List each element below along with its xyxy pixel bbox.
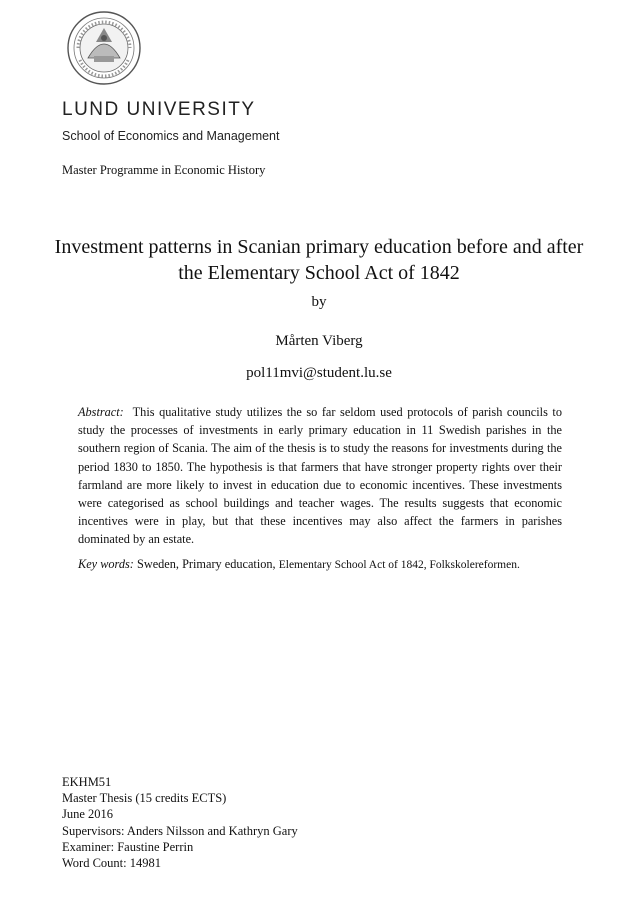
abstract-label: Abstract: bbox=[78, 405, 124, 419]
thesis-title: Investment patterns in Scanian primary education before and after the Elementary School Act of 1842 bbox=[54, 236, 584, 284]
abstract bbox=[78, 403, 562, 549]
abstract-text: This qualitative study utilizes the so far seldom used protocols of parish councils to study the processes of investments in early primary education in 11 Swedish parishes in the southern region of Scania. The aim of the thesis is to study the reasons for investments during the period 1830 to 1850. The hypothesis is that farmers that have stronger property rights over their farmland are more likely to invest in education due to economic incentives. These investments were categorised as school buildings and teacher wages. The results suggests that economic incentives were in play, but that these incentives may also affect the farmers in parishes dominated by an estate. bbox=[78, 405, 562, 547]
programme-name: Master Programme in Economic History bbox=[62, 163, 266, 177]
school-name: School of Economics and Management bbox=[62, 129, 280, 143]
author-name: Mårten Viberg bbox=[275, 333, 363, 349]
course-code: EKHM51 bbox=[62, 775, 112, 789]
thesis-type: Master Thesis (15 credits ECTS) bbox=[62, 791, 227, 806]
university-logo bbox=[62, 8, 280, 143]
by-label: by bbox=[311, 294, 327, 310]
supervisors: Supervisors: Anders Nilsson and Kathryn Gary bbox=[62, 823, 298, 838]
author-email: pol11mvi@student.lu.se bbox=[246, 365, 392, 381]
thesis-metadata bbox=[62, 774, 298, 871]
keywords-part2: Elementary School Act of 1842, Folkskolereformen. bbox=[278, 559, 520, 571]
keywords bbox=[78, 557, 562, 572]
thesis-date: June 2016 bbox=[62, 807, 114, 822]
university-seal-icon bbox=[66, 8, 142, 98]
word-count: Word Count: 14981 bbox=[62, 856, 161, 871]
university-name: LUND UNIVERSITY bbox=[62, 99, 256, 120]
keywords-part1: Sweden, Primary education, bbox=[136, 557, 276, 571]
keywords-label: Key words: bbox=[78, 557, 134, 571]
examiner: Examiner: Faustine Perrin bbox=[62, 839, 194, 854]
